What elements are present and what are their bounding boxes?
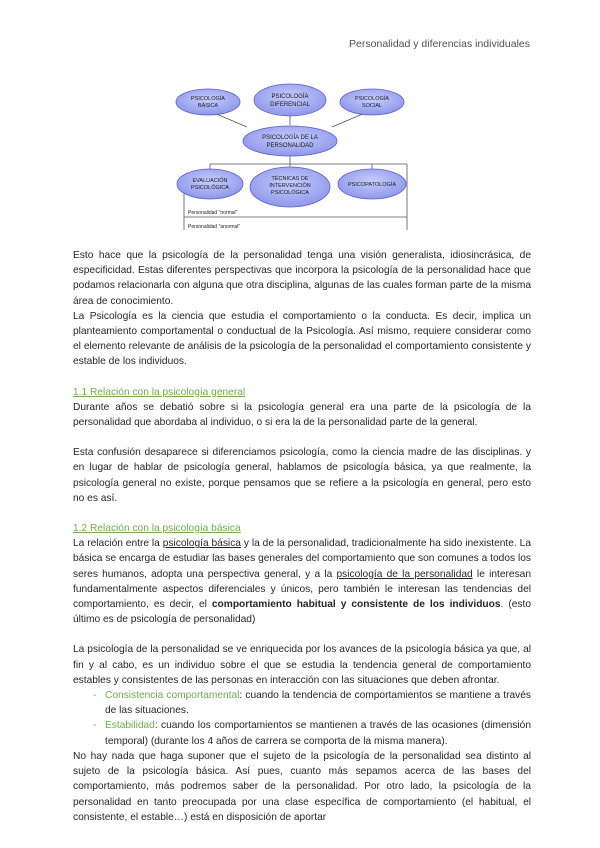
- node-label: DIFERENCIAL: [270, 102, 310, 108]
- text-run: y la de la personalidad, tradicionalmente ha sido inexistente. La básica se encarga de estudiar las bases generales del comportamiento que son comunes a todos los seres humanos, adopta una perspectiva general, y a la: [73, 538, 531, 580]
- node-label: PSICOLOGÍA: [355, 96, 389, 102]
- underlined-term: psicología básica: [162, 538, 241, 550]
- definition-list: [73, 688, 531, 749]
- node-psicologia-social: [340, 89, 404, 115]
- bold-term: comportamiento habitual y consistente de los individuos: [211, 599, 501, 611]
- text-run: le interesan fundamentalmente aspectos diferenciales y únicos, pero también le interesan las tendencias del comportamiento, es decir, el: [73, 568, 532, 611]
- label-personalidad-normal: Personalidad "normal": [188, 210, 238, 216]
- page-header: Personalidad y diferencias individuales: [349, 38, 530, 50]
- paragraph: No hay nada que haga suponer que el sujeto de la psicología de la personalidad sea distinto al sujeto de la psicología básica. Así pues, cuanto más sepamos acerca de las bases del comportamiento, más podremos saber de la personalidad. Por otro lado, la psicología de la personalidad en tanto preocupada por una clase específica de comportamiento (el habitual, el consistente, el estable…) está en disposición de aportar: [73, 750, 531, 823]
- node-label: PSICOLÓGICA: [191, 185, 229, 191]
- paragraph: La psicología de la personalidad se ve enriquecida por los avances de la psicología básica ya que, al fin y al cabo, es un individuo sobre el que se estudia la tendencia general de comportamiento estables y consistentes de las personas en interacción con las situaciones que deben afrontar.: [73, 644, 531, 686]
- intro-paragraph: La Psicología es la ciencia que estudia el comportamiento o la conducta. Es decir, implica un planteamiento comportamental o conductual de la Psicología. Así mismo, requiere considerar como el elemento relevante de análisis de la psicología de la personalidad el comportamiento consistente y estable de los individuos.: [73, 310, 531, 368]
- diagram-svg: [172, 80, 412, 232]
- underlined-term: psicología de la personalidad: [336, 568, 473, 580]
- list-item: [93, 718, 531, 748]
- text-run: . (esto último es de psicología de personalidad): [73, 599, 532, 626]
- main-content: [73, 248, 531, 825]
- node-label: EVALUACIÓN: [192, 178, 228, 184]
- node-label: PSICOPATOLOGÍA: [348, 182, 396, 188]
- text-run: La relación entre la: [73, 538, 163, 550]
- node-evaluacion-psicologica: [177, 169, 243, 199]
- node-label: PSICOLOGÍA DE LA: [262, 135, 318, 141]
- node-label: BÁSICA: [197, 103, 219, 109]
- paragraph: Esta confusión desaparece si diferenciamos psicología, como la ciencia madre de las disciplinas. y en lugar de hablar de psicología general, hablamos de psicología básica, ya que realmente, la psicología general no existe, porque pensamos que se refiere a la psicología en general, pero esto no es así.: [73, 447, 531, 504]
- paragraph: Durante años se debatió sobre si la psicología general era una parte de la psicología de la personalidad que abordaba al individuo, o si era la de la personalidad parte de la general.: [73, 401, 531, 429]
- list-text: : cuando la tendencia de comportamientos se mantiene a través de las situaciones.: [105, 690, 532, 717]
- list-item: [93, 688, 531, 718]
- section-heading: 1.1 Relación con la psicología general: [73, 386, 246, 398]
- section-heading: 1.2 Relación con la psicología básica: [73, 523, 241, 535]
- list-term: Consistencia comportamental: [105, 690, 240, 702]
- node-label: PERSONALIDAD: [266, 143, 314, 149]
- node-psicologia-personalidad: [243, 126, 337, 156]
- list-term: Estabilidad: [105, 720, 155, 732]
- node-tecnicas-intervencion: [250, 167, 330, 207]
- node-label: TÉCNICAS DE: [271, 176, 309, 182]
- list-text: : cuando los comportamientos se mantienen a través de las ocasiones (dimensión temporal) (durante los 4 años de carrera se comporta de la misma manera).: [105, 720, 531, 747]
- node-label: PSICOLÓGICA: [271, 190, 309, 196]
- node-psicopatologia: [338, 169, 406, 199]
- label-personalidad-anormal: Personalidad "anormal": [188, 224, 241, 230]
- node-psicologia-diferencial: [254, 84, 326, 116]
- node-label: PSICOLOGÍA: [191, 96, 225, 102]
- node-label: SOCIAL: [361, 103, 383, 109]
- paragraph: [73, 536, 531, 627]
- node-psicologia-basica: [176, 89, 240, 115]
- intro-paragraph: Esto hace que la psicología de la personalidad tenga una visión generalista, idiosincrásica, de especificidad. Estas diferentes perspectivas que incorpora la psicología de la personalidad hace que podamos relacionarla con alguna que otra disciplina, algunas de las cuales forman parte de la misma área de conocimiento.: [73, 250, 531, 307]
- node-label: INTERVENCIÓN: [269, 183, 311, 189]
- psychology-diagram: [172, 80, 412, 232]
- node-label: PSICOLOGÍA: [271, 94, 309, 100]
